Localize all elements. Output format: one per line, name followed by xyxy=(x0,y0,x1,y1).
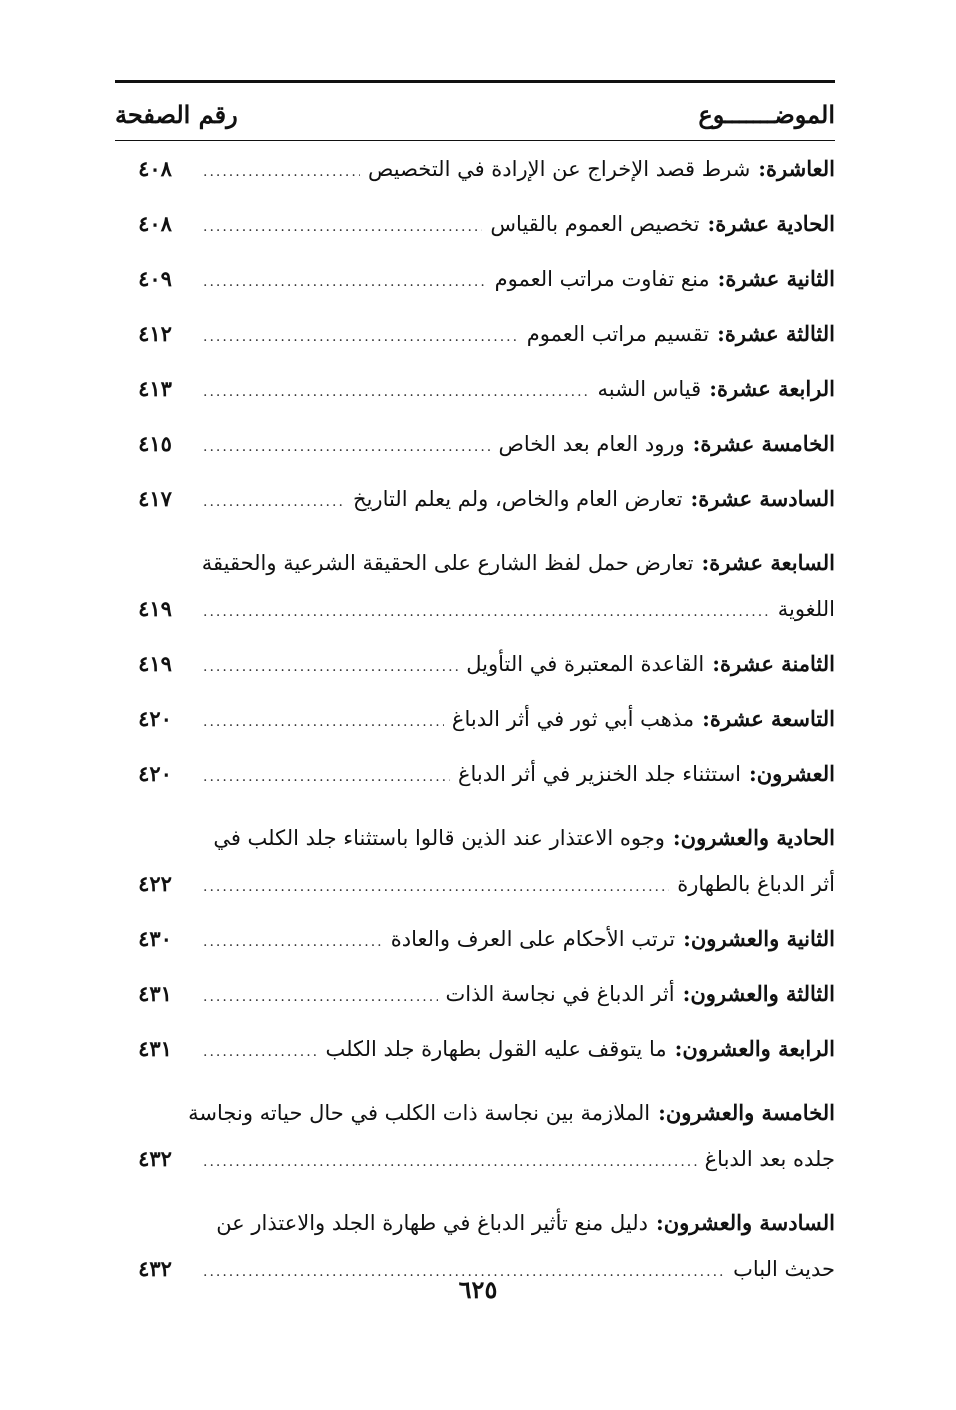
entry-title: دليل منع تأثير الدباغ في طهارة الجلد والاعتذار عن xyxy=(216,1211,648,1235)
leader-dots xyxy=(203,712,444,732)
entry-label: الرابعة عشرة: xyxy=(709,376,835,401)
entry-title: ما يتوقف عليه القول بطهارة جلد الكلب xyxy=(325,1037,667,1061)
leader-dots xyxy=(203,602,770,622)
entry-title: قياس الشبه xyxy=(597,377,702,401)
entry-title: الملازمة بين نجاسة ذات الكلب في حال حياته ونجاسة xyxy=(188,1101,651,1125)
toc-entry-text xyxy=(195,754,835,800)
entry-page-number: ٤٣٢ xyxy=(138,1256,172,1281)
entry-title-continuation: اللغوية xyxy=(777,597,835,621)
leader-dots xyxy=(203,767,450,787)
entry-title: ترتب الأحكام على العرف والعادة xyxy=(390,927,676,951)
entry-label: السابعة عشرة: xyxy=(701,550,835,575)
toc-entry-text xyxy=(195,919,835,965)
toc-entry xyxy=(115,910,835,965)
entry-page-number: ٤١٩ xyxy=(138,596,172,621)
entry-label: الثانية والعشرون: xyxy=(683,926,835,951)
toc-entry xyxy=(115,360,835,415)
toc-entry-text xyxy=(195,699,835,745)
entry-title: مذهب أبي ثور في أثر الدباغ xyxy=(451,707,695,731)
toc-entry xyxy=(115,965,835,1020)
entry-page-number: ٤٣٠ xyxy=(138,926,172,951)
entry-page-number: ٤١٥ xyxy=(138,431,172,456)
entry-page-number: ٤٠٩ xyxy=(138,266,172,291)
entry-label: الخامسة عشرة: xyxy=(692,431,835,456)
entry-label: التاسعة عشرة: xyxy=(702,706,835,731)
entry-label: الثانية عشرة: xyxy=(717,266,835,291)
entry-label: الثامنة عشرة: xyxy=(712,651,835,676)
entry-title: منع تفاوت مراتب العموم xyxy=(494,267,710,291)
entry-label: الحادية عشرة: xyxy=(707,211,835,236)
toc-entry-text xyxy=(195,149,835,195)
leader-dots xyxy=(203,657,458,677)
entry-title: ورود العام بعد الخاص xyxy=(498,432,685,456)
entry-page-number: ٤٣١ xyxy=(138,1036,172,1061)
leader-dots xyxy=(203,327,519,347)
toc-entry xyxy=(115,250,835,305)
entry-title-continuation: جلده بعد الدباغ xyxy=(704,1147,835,1171)
table-of-contents xyxy=(115,140,835,1295)
leader-dots xyxy=(203,492,345,512)
entry-page-number: ٤٣٢ xyxy=(138,1146,172,1171)
toc-entry-text xyxy=(195,1029,835,1075)
entry-title: أثر الدباغ في نجاسة الذات xyxy=(445,982,675,1006)
entry-label: السادسة عشرة: xyxy=(690,486,835,511)
toc-entry xyxy=(115,470,835,525)
toc-header xyxy=(115,88,835,141)
entry-label: العاشرة: xyxy=(758,156,835,181)
toc-entry xyxy=(115,525,835,635)
entry-label: الثالثة عشرة: xyxy=(717,321,835,346)
entry-page-number: ٤٠٨ xyxy=(138,156,172,181)
entry-label: العشرون: xyxy=(749,761,835,786)
toc-entry xyxy=(115,800,835,910)
entry-page-number: ٤٢٢ xyxy=(138,871,172,896)
toc-entry xyxy=(115,305,835,360)
toc-entry xyxy=(115,745,835,800)
toc-entry-text xyxy=(195,479,835,525)
toc-entry xyxy=(115,635,835,690)
leader-dots xyxy=(203,1042,317,1062)
toc-entry xyxy=(115,1075,835,1185)
leader-dots xyxy=(203,217,482,237)
toc-entry-text xyxy=(195,204,835,250)
entry-title: تقسيم مراتب العموم xyxy=(526,322,710,346)
entry-title: وجوه الاعتذار عند الذين قالوا باستثناء جلد الكلب في xyxy=(213,826,665,850)
toc-entry-text xyxy=(188,1093,835,1185)
toc-entry-text xyxy=(195,974,835,1020)
toc-entry-text xyxy=(195,543,835,635)
toc-entry-text xyxy=(195,644,835,690)
entry-label: الخامسة والعشرون: xyxy=(658,1100,835,1125)
entry-title: تعارض حمل لفظ الشارع على الحقيقة الشرعية والحقيقة xyxy=(201,551,694,575)
leader-dots xyxy=(203,272,487,292)
entry-page-number: ٤٢٠ xyxy=(138,706,172,731)
leader-dots xyxy=(203,1152,697,1172)
entry-page-number: ٤١٣ xyxy=(138,376,172,401)
toc-entry-text xyxy=(195,424,835,470)
entry-title: شرط قصد الإخراج عن الإرادة في التخصيص xyxy=(368,157,751,181)
toc-entry-text xyxy=(195,818,835,910)
top-rule xyxy=(115,80,835,83)
toc-entry xyxy=(115,415,835,470)
entry-title-continuation: أثر الدباغ بالطهارة xyxy=(677,872,835,896)
toc-entry xyxy=(115,140,835,195)
entry-title-continuation: حديث الباب xyxy=(733,1257,835,1281)
entry-page-number: ٤٠٨ xyxy=(138,211,172,236)
toc-entry xyxy=(115,690,835,745)
entry-page-number: ٤١٩ xyxy=(138,651,172,676)
entry-title: القاعدة المعتبرة في التأويل xyxy=(466,652,705,676)
entry-title: تخصيص العموم بالقياس xyxy=(490,212,700,236)
entry-page-number: ٤١٢ xyxy=(138,321,172,346)
entry-page-number: ٤٣١ xyxy=(138,981,172,1006)
toc-entry xyxy=(115,1020,835,1075)
entry-label: الرابعة والعشرون: xyxy=(674,1036,835,1061)
topic-column-label: الموضـــــــوع xyxy=(698,99,835,129)
entry-title: استثناء جلد الخنزير في أثر الدباغ xyxy=(457,762,741,786)
entry-title: تعارض العام والخاص، ولم يعلم التاريخ xyxy=(353,487,683,511)
page-column-label: رقم الصفحة xyxy=(115,99,238,129)
entry-page-number: ٤٢٠ xyxy=(138,761,172,786)
entry-page-number: ٤١٧ xyxy=(138,486,172,511)
entry-label: الثالثة والعشرون: xyxy=(682,981,835,1006)
leader-dots xyxy=(203,932,383,952)
page-number: ٦٢٥ xyxy=(458,1275,498,1304)
toc-entry-text xyxy=(195,314,835,360)
leader-dots xyxy=(203,987,438,1007)
leader-dots xyxy=(203,162,360,182)
leader-dots xyxy=(203,382,590,402)
leader-dots xyxy=(203,877,669,897)
entry-label: الحادية والعشرون: xyxy=(672,825,835,850)
leader-dots xyxy=(203,437,491,457)
toc-entry-text xyxy=(195,369,835,415)
toc-entry-text xyxy=(195,259,835,305)
entry-label: السادسة والعشرون: xyxy=(655,1210,835,1235)
toc-entry xyxy=(115,195,835,250)
